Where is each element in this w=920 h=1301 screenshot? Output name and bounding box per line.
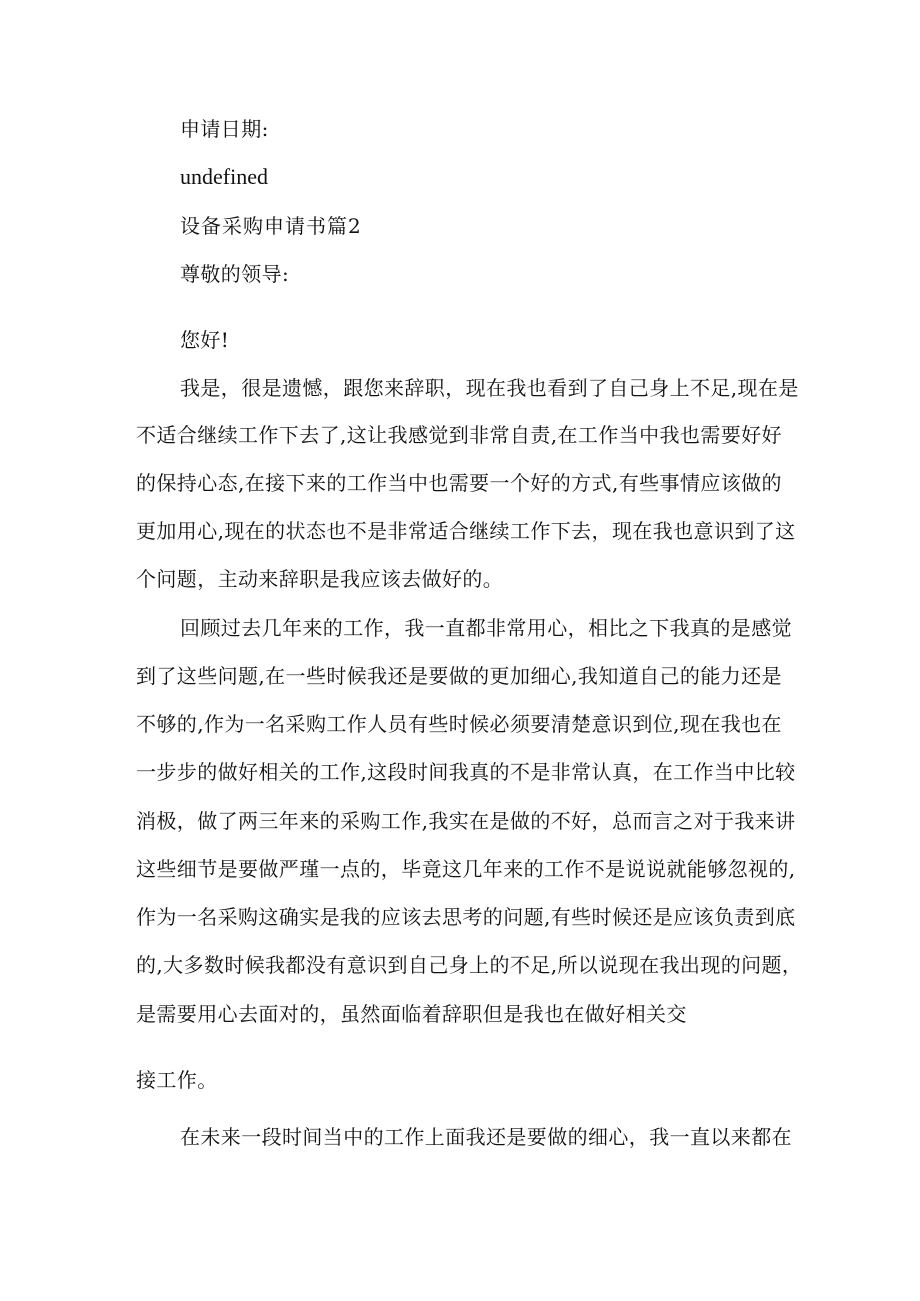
placeholder-text: undefined bbox=[180, 164, 268, 189]
body-line: 是需要用心去面对的，虽然面临着辞职但是我也在做好相关交 bbox=[136, 1002, 687, 1026]
body-line: 消极，做了两三年来的采购工作,我实在是做的不好，总而言之对于我来讲 bbox=[136, 809, 796, 833]
body-line: 作为一名采购这确实是我的应该去思考的问题,有些时候还是应该负责到底 bbox=[136, 905, 796, 929]
body-line: 这些细节是要做严瑾一点的，毕竟这几年来的工作不是说说就能够忽视的, bbox=[136, 857, 796, 881]
body-line: 更加用心,现在的状态也不是非常适合继续工作下去，现在我也意识到了这 bbox=[136, 519, 796, 543]
salutation: 尊敬的领导: bbox=[180, 262, 290, 286]
section-title: 设备采购申请书篇2 bbox=[180, 214, 362, 238]
body-line: 在未来一段时间当中的工作上面我还是要做的细心，我一直以来都在 bbox=[180, 1125, 792, 1149]
body-line: 到了这些问题,在一些时候我还是要做的更加细心,我知道自己的能力还是 bbox=[136, 664, 782, 688]
body-line: 接工作。 bbox=[136, 1068, 218, 1092]
body-line: 我是，很是遗憾，跟您来辞职，现在我也看到了自己身上不足,现在是 bbox=[180, 376, 799, 400]
body-line: 个问题，主动来辞职是我应该去做好的。 bbox=[136, 567, 504, 591]
body-line: 不够的,作为一名采购工作人员有些时候必须要清楚意识到位,现在我也在 bbox=[136, 712, 782, 736]
greeting: 您好! bbox=[180, 328, 230, 352]
body-line: 一步步的做好相关的工作,这段时间我真的不是非常认真，在工作当中比较 bbox=[136, 760, 796, 784]
body-line: 的,大多数时候我都没有意识到自己身上的不足,所以说现在我出现的问题， bbox=[136, 953, 803, 977]
body-line: 不适合继续工作下去了,这让我感觉到非常自责,在工作当中我也需要好好 bbox=[136, 423, 782, 447]
body-line: 回顾过去几年来的工作，我一直都非常用心，相比之下我真的是感觉 bbox=[180, 616, 792, 640]
body-line: 的保持心态,在接下来的工作当中也需要一个好的方式,有些事情应该做的 bbox=[136, 471, 782, 495]
date-label: 申请日期: bbox=[180, 117, 269, 141]
